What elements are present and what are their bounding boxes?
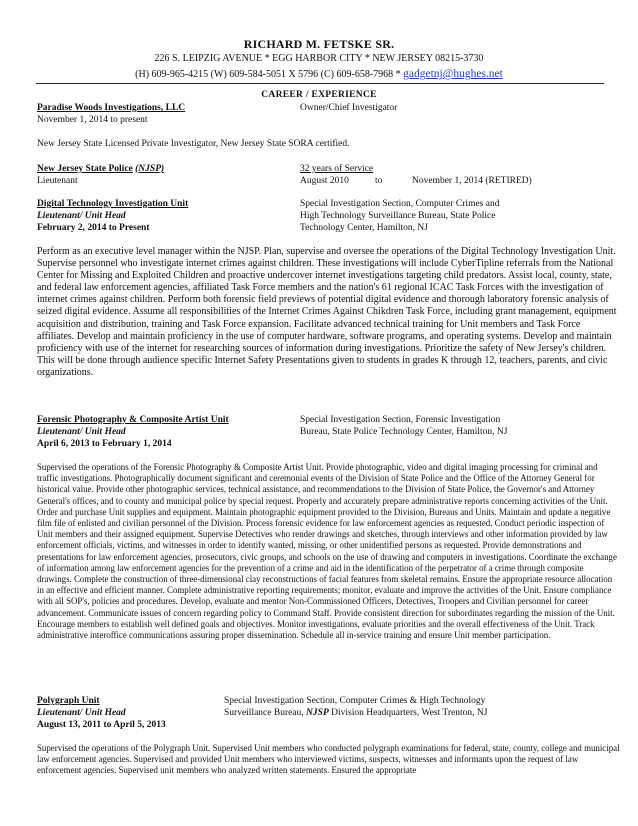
job5-location-2-post: Division Headquarters, West Trenton, NJ: [331, 708, 488, 718]
job2-org-name: New Jersey State Police: [37, 164, 133, 174]
job4-location-1: Special Investigation Section, Forensic Investigation: [300, 415, 501, 425]
job5-location-1: Special Investigation Section, Computer Crimes & High Technology: [224, 696, 486, 706]
job2-org-abbr: (NJSP): [135, 164, 165, 174]
section-heading: CAREER / EXPERIENCE: [261, 90, 377, 100]
job4-unit: Forensic Photography & Composite Artist Unit: [37, 415, 229, 425]
contact-line: [0, 68, 638, 80]
job5-location-2-pre: Surveillance Bureau,: [224, 708, 304, 718]
job1-role: Owner/Chief Investigator: [300, 103, 398, 113]
job1-description: New Jersey State Licensed Private Investigator, New Jersey State SORA certified.: [37, 139, 350, 149]
job3-title: Lieutenant/ Unit Head: [37, 211, 126, 221]
job5-description: Supervised the operations of the Polygraph Unit. Supervised Unit members who conducted polygraph examinations for federal, state, county, college and municipal law enforcement agencies. Supervised and provided Unit members who interviewed victims, suspects, witnesses and informants upon the request of law enforcement agencies. Supervised unit members who analyzed written statements. Ensured the appropriate: [37, 743, 620, 776]
job4-location-2: Bureau, State Police Technology Center, Hamilton, NJ: [300, 427, 508, 437]
job3-dates: February 2, 2014 to Present: [37, 223, 150, 233]
job3-location-2: High Technology Surveillance Bureau, State Police: [300, 211, 496, 221]
job2-org: [37, 164, 164, 174]
email-link[interactable]: gadgetnj@hughes.net: [403, 68, 503, 80]
job3-location-3: Technology Center, Hamilton, NJ: [300, 223, 428, 233]
job2-service: 32 years of Service: [300, 164, 374, 174]
job4-title: Lieutenant/ Unit Head: [37, 427, 126, 437]
job1-org: Paradise Woods Investigations, LLC: [37, 103, 186, 113]
job2-service-from: August 2010: [300, 176, 349, 186]
job3-location-1: Special Investigation Section, Computer Crimes and: [300, 199, 500, 209]
job5-dates: August 13, 2011 to April 5, 2013: [37, 720, 166, 730]
job4-dates: April 6, 2013 to February 1, 2014: [37, 439, 172, 449]
job2-service-to: to: [375, 176, 383, 186]
job4-description: Supervised the operations of the Forensic Photography & Composite Artist Unit. Provide photographic, video and digital imaging processing for criminal and traffic investigations. Photographically document significant and ceremonial events of the Division of State Police and the Office of the Attorney General for historical value. Provide other photographic services, technical assistance, and recommendations to the Division of State Police, the Governor's and Attorney General's offices, and to county and municipal police by special request. Properly and accurately prepare administrative reports concerning activities of the Unit. Order and purchase Unit supplies and equipment. Maintain photographic equipment provided to the Division, Bureaus and Units. Maintain and update a negative film file of enlisted and civilian personnel of the Division. Process forensic evidence for law enforcement agencies as requested. Conduct periodic inspection of Unit members and their assigned equipment. Supervise Detectives who render drawings and sketches, through interviews and other information provided by law enforcement officials, victims, and witnesses in order to identify wanted, missing, or other unidentified persons as requested. Provide demonstrations and presentations for law enforcement agencies, prosecutors, civic groups, and schools on the use of drawing and computers in investigations. Coordinate the exchange of information among law enforcement agencies for the prevention of a crime and aid in the identification of the perpetrator of a crime through composite drawings. Complete the construction of three-dimensional clay reconstructions of facial features from skeletal remains. Ensure the appropriate resource allocation in an effective and efficient manner. Complete administrative reporting requirements; monitor, evaluate and improve the activities of the Unit. Ensure compliance with all SOP's, policies and procedures. Develop, evaluate and mentor Non-Commissioned Officers, Detectives, Troopers and Civilian personnel for career advancement. Communicate issues of concern regarding policy to Command Staff. Provide consistent direction for subordinates regarding the mission of the Unit. Encourage members to establish well defined goals and objectives. Monitor investigations, evaluate priorities and the overall effectiveness of the Unit. Track administrative interoffice communications assuring proper dissemination. Schedule all in-service training and ensure Unit member participation.: [37, 462, 617, 641]
address-line: 226 S. LEIPZIG AVENUE * EGG HARBOR CITY * NEW JERSEY 08215-3730: [154, 53, 484, 64]
header-divider: [36, 83, 604, 84]
job5-location-2-bold: NJSP: [306, 708, 329, 718]
resume-name: RICHARD M. FETSKE SR.: [243, 37, 395, 51]
job3-unit: Digital Technology Investigation Unit: [37, 199, 189, 209]
job1-dates: November 1, 2014 to present: [37, 115, 148, 125]
job5-location-2: [224, 708, 487, 718]
job5-unit: Polygraph Unit: [37, 696, 100, 706]
phone-numbers: (H) 609-965-4215 (W) 609-584-5051 X 5796 (C) 609-658-7968 *: [135, 69, 401, 80]
job2-service-end: November 1, 2014 (RETIRED): [412, 176, 532, 186]
job5-title: Lieutenant/ Unit Head: [37, 708, 126, 718]
job2-rank: Lieutenant: [37, 176, 78, 186]
job3-description: Perform as an executive level manager within the NJSP. Plan, supervise and oversee the operations of the Digital Technology Investigation Unit. Supervise personnel who investigate internet crimes against children. These investigations will include CyberTipline referrals from the National Center for Missing and Exploited Children and proactive undercover internet investigations targeting child predators. Assist local, county, state, and federal law enforcement agencies, affiliated Task Force members and the nation's 61 regional ICAC Task Forces with the investigation of internet crimes against children. Perform both forensic field previews of potential digital evidence and thorough laboratory forensic analysis of seized digital evidence. Assume all responsibilities of the Internet Crimes Against Chikdren Task Force, including grant management, equipment acquisition and distribution, training and Task Force expansion. Facilitate advanced technical training for Unit members and Task Force affiliates. Develop and maintain proficiency in the use of computer hardware, software programs, and operating systems. Develop and maintain proficiency with use of the internet for researching sources of information during investigations. Prioritize the safety of New Jersey's children. This will be done through audience specific Internet Safety Presentations given to students in grades K through 12, teachers, parents, and civic organizations.: [37, 246, 617, 378]
